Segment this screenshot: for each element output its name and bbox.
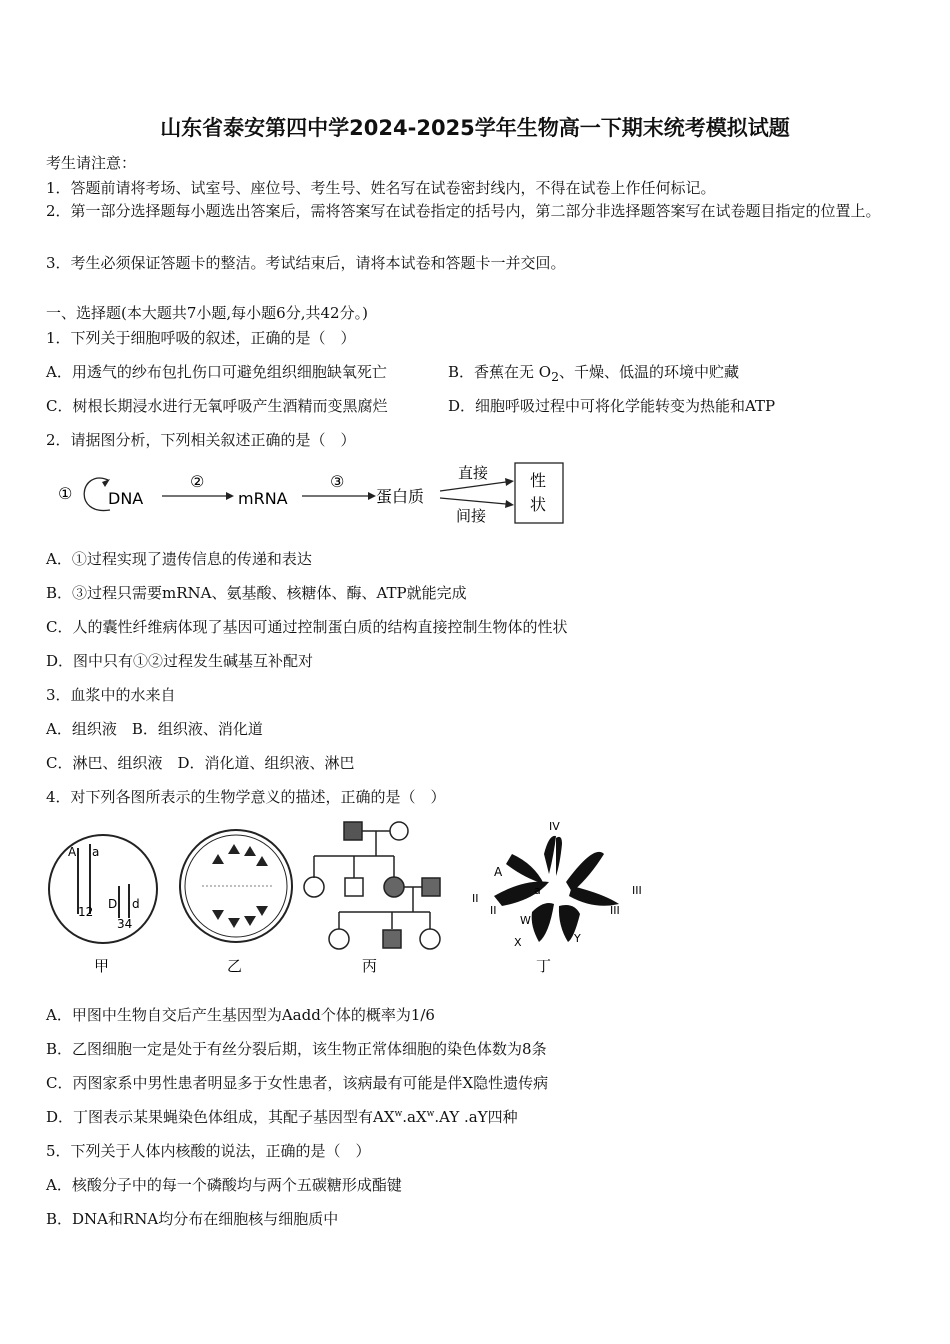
section-heading: 一、选择题(本大题共7小题,每小题6分,共42分。)	[46, 304, 368, 322]
gene-a-chrom-label: a	[534, 884, 541, 897]
figure-yi-label: 乙	[227, 957, 243, 975]
indirect-label: 间接	[456, 507, 487, 525]
notice-heading: 考生请注意：	[46, 154, 137, 172]
question-1-option-a: A．用透气的纱布包扎伤口可避免组织细胞缺氧死亡	[46, 363, 387, 381]
notice-item-3: 3．考生必须保证答题卡的整洁。考试结束后，请将本试卷和答题卡一并交回。	[46, 254, 566, 272]
process-3-label: ③	[330, 472, 345, 491]
direct-label: 直接	[458, 464, 489, 482]
figure-bing-pedigree	[304, 822, 440, 975]
question-4-option-a: A．甲图中生物自交后产生基因型为Aadd个体的概率为1/6	[46, 1006, 435, 1024]
question-3-stem: 3．血浆中的水来自	[46, 686, 176, 704]
chromosome-34-label: 34	[117, 917, 133, 931]
gene-W-label: W	[520, 914, 531, 927]
gene-a-label: a	[92, 845, 100, 859]
question-5-option-b: B．DNA和RNA均分布在细胞核与细胞质中	[46, 1210, 339, 1228]
trait-label-2: 状	[530, 495, 547, 514]
dna-label: DNA	[108, 489, 144, 508]
figure-jia-label: 甲	[94, 957, 110, 975]
question-2-option-c: C．人的囊性纤维病体现了基因可通过控制蛋白质的结构直接控制生物体的性状	[46, 618, 568, 636]
question-4-stem: 4．对下列各图所表示的生物学意义的描述，正确的是（ ）	[46, 788, 446, 806]
protein-label: 蛋白质	[376, 487, 425, 506]
trait-label-1: 性	[530, 471, 547, 490]
gene-A-label: A	[68, 845, 77, 859]
process-1-label: ①	[58, 484, 73, 503]
question-1-option-d: D．细胞呼吸过程中可将化学能转变为热能和ATP	[448, 397, 776, 415]
question-1-option-c: C．树根长期浸水进行无氧呼吸产生酒精而变黑腐烂	[46, 397, 388, 415]
question-4-option-b: B．乙图细胞一定是处于有丝分裂后期，该生物正常体细胞的染色体数为8条	[46, 1040, 547, 1058]
question-1-option-b: B．香蕉在无 $O_2$、千燥、低温的环境中贮藏	[448, 363, 740, 384]
chromosome-III-right2-label: III	[610, 904, 620, 917]
chromosome-Y-label: Y	[574, 932, 581, 945]
chromosome-II-left-label: II	[472, 892, 479, 905]
question-3-options-ab: A．组织液 B．组织液、消化道	[46, 720, 263, 738]
notice-item-1: 1．答题前请将考场、试室号、座位号、考生号、姓名写在试卷密封线内，不得在试卷上作任何标记。	[46, 179, 716, 197]
question-4-option-c: C．丙图家系中男性患者明显多于女性患者，该病最有可能是伴X隐性遗传病	[46, 1074, 549, 1092]
figure-bing-label: 丙	[362, 957, 378, 975]
biology-figures	[44, 814, 654, 984]
gene-A-chrom-label: A	[494, 865, 503, 879]
figure-ding-chromosomes	[472, 820, 642, 975]
question-2-option-a: A．①过程实现了遗传信息的传递和表达	[46, 550, 312, 568]
question-2-option-d: D．图中只有①②过程发生碱基互补配对	[46, 652, 314, 670]
notice-item-2: 2．第一部分选择题每小题选出答案后，需将答案写在试卷指定的括号内，第二部分非选择题答案写在试卷题目指定的位置上。	[46, 202, 881, 220]
figure-jia-cell	[49, 835, 157, 975]
chromosome-X-label: X	[514, 936, 522, 949]
question-1-stem: 1．下列关于细胞呼吸的叙述，正确的是（ ）	[46, 329, 356, 347]
question-5-option-a: A．核酸分子中的每一个磷酸均与两个五碳糖形成酯键	[46, 1176, 402, 1194]
process-2-label: ②	[190, 472, 205, 491]
question-2-option-b: B．③过程只需要mRNA、氨基酸、核糖体、酶、ATP就能完成	[46, 584, 467, 602]
figure-ding-label: 丁	[536, 957, 552, 975]
chromosome-12-label: 12	[78, 905, 94, 919]
gene-d-label: d	[132, 897, 140, 911]
chromosome-IV-label: IV	[549, 820, 560, 833]
chromosome-II-left2-label: II	[490, 904, 497, 917]
question-2-stem: 2．请据图分析，下列相关叙述正确的是（ ）	[46, 431, 356, 449]
mrna-label: mRNA	[238, 489, 288, 508]
question-5-stem: 5．下列关于人体内核酸的说法，正确的是（ ）	[46, 1142, 371, 1160]
gene-D-label: D	[108, 897, 118, 911]
chromosome-III-right-label: III	[632, 884, 642, 897]
gene-expression-diagram	[50, 458, 590, 530]
page-title: 山东省泰安第四中学2024-2025学年生物高一下期末统考模拟试题	[160, 116, 790, 140]
question-3-options-cd: C．淋巴、组织液 D．消化道、组织液、淋巴	[46, 754, 355, 772]
figure-yi-cell	[180, 830, 292, 975]
question-4-option-d: D．丁图表示某果蝇染色体组成，其配子基因型有$AX^w.aX^w.AY$ .aY四种	[46, 1108, 518, 1126]
